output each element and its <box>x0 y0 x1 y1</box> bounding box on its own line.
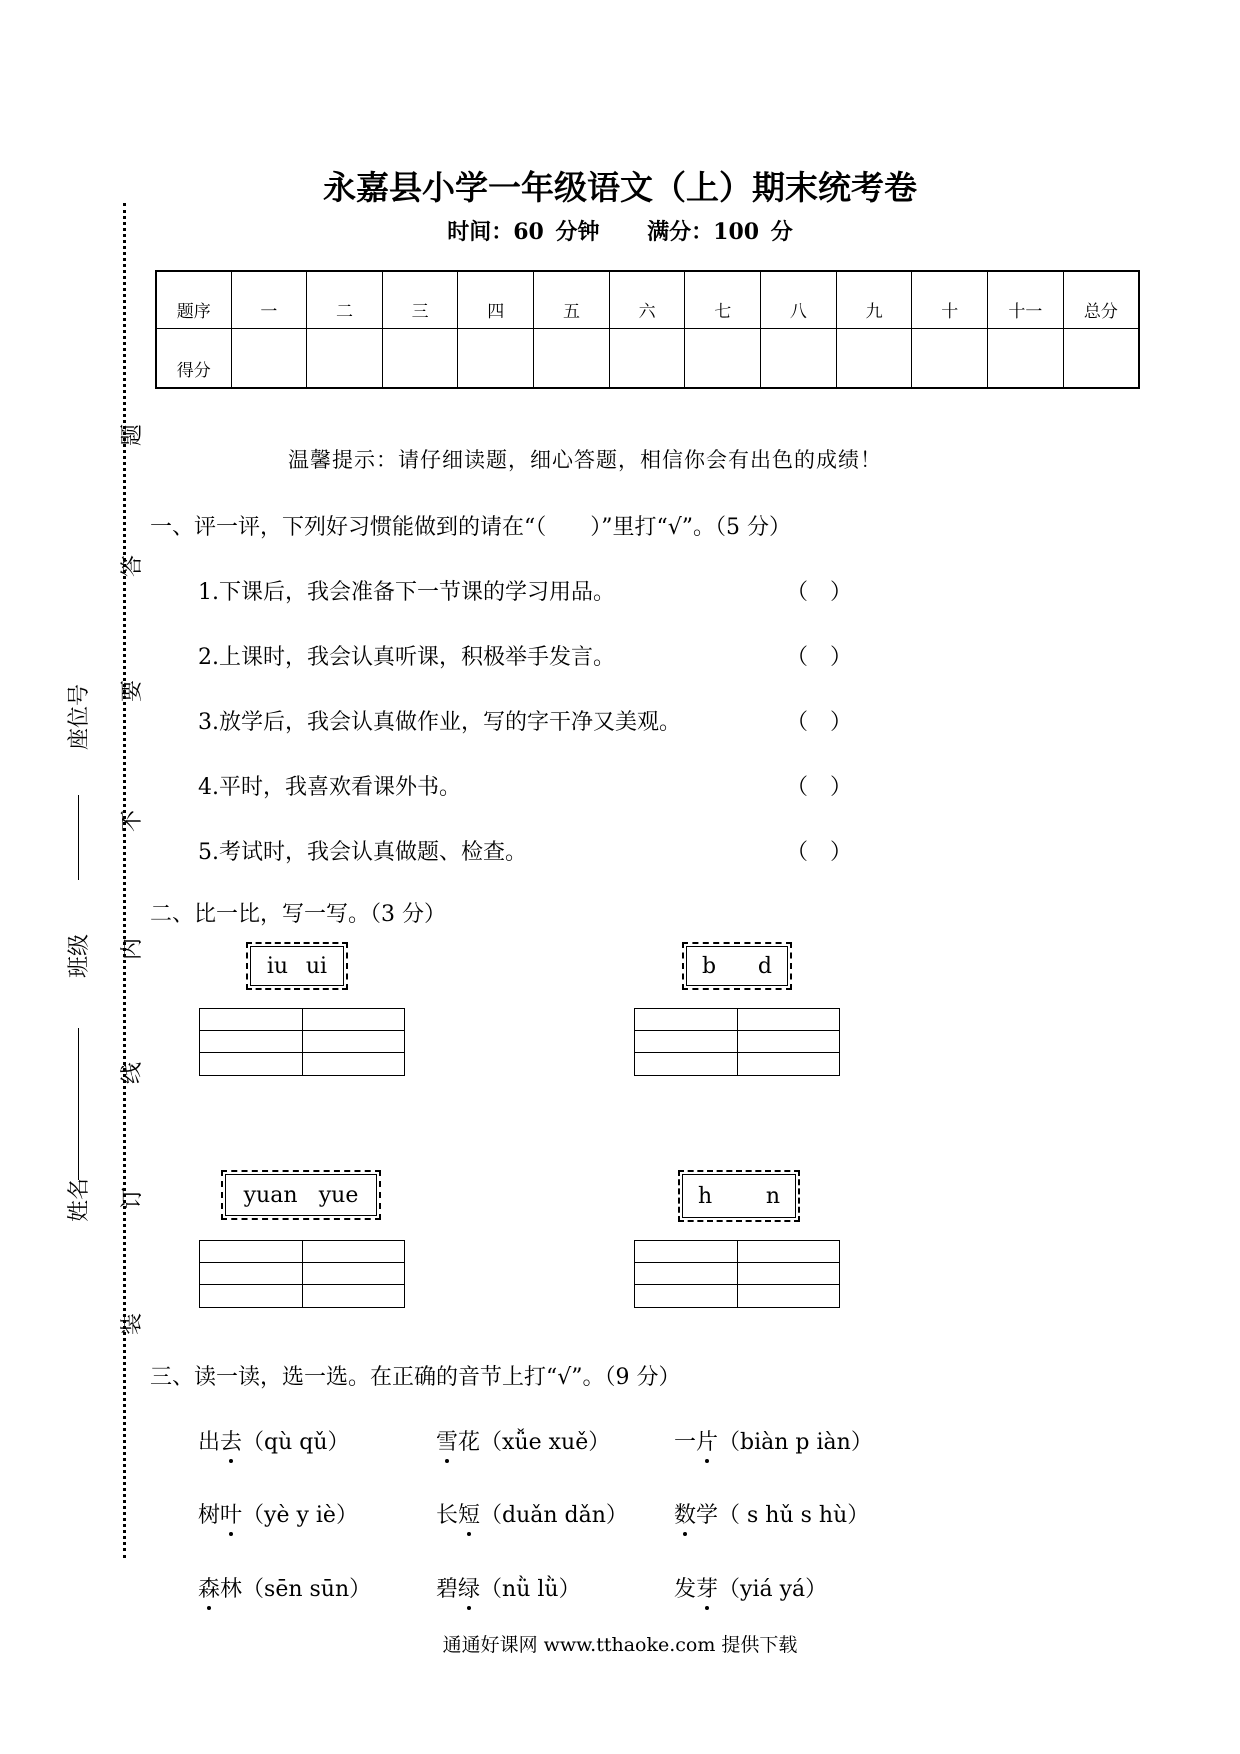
pinyin-choice[interactable] <box>674 1425 873 1456</box>
score-input-cell[interactable] <box>685 329 761 389</box>
score-input-cell[interactable] <box>231 329 307 389</box>
score-table-header-row <box>156 271 1139 329</box>
pinyin-choice[interactable] <box>674 1498 869 1529</box>
margin-char: 装 <box>120 1312 146 1336</box>
score-table-cell: 总分 <box>1063 271 1139 329</box>
full-score: 满分：100 分 <box>647 219 793 245</box>
score-table-cell: 题序 <box>156 271 231 329</box>
score-table-score-row <box>156 329 1139 389</box>
score-table-cell: 十一 <box>988 271 1064 329</box>
margin-char: 题 <box>120 423 146 447</box>
pinyin-b: ui <box>305 953 328 979</box>
char: 林 <box>220 1577 243 1602</box>
dotted-char: 短 <box>458 1503 481 1528</box>
pinyin-options: （xǚe xuě） <box>480 1430 611 1455</box>
pinyin-choice[interactable] <box>674 1572 827 1603</box>
char: 长 <box>436 1503 459 1528</box>
score-input-cell[interactable] <box>912 329 988 389</box>
pinyin-choice[interactable] <box>436 1498 628 1529</box>
score-input-cell[interactable] <box>988 329 1064 389</box>
score-input-cell[interactable] <box>1063 329 1139 389</box>
pinyin-options: （nǜ lǜ） <box>480 1577 581 1602</box>
score-table-cell: 六 <box>609 271 685 329</box>
pinyin-b: yue <box>318 1182 359 1208</box>
seat-number-blank[interactable] <box>78 795 79 880</box>
score-input-cell[interactable] <box>382 329 458 389</box>
score-table-cell: 二 <box>307 271 383 329</box>
score-input-cell[interactable] <box>761 329 837 389</box>
score-table-cell: 七 <box>685 271 761 329</box>
pinyin-choice[interactable] <box>436 1425 610 1456</box>
habit-item: 1.下课后，我会准备下一节课的学习用品。 <box>198 580 615 605</box>
exam-title: 永嘉县小学一年级语文（上）期末统考卷 <box>323 168 917 207</box>
reminder-tip: 温馨提示：请仔细读题，细心答题，相信你会有出色的成绩！ <box>288 448 882 472</box>
score-table-cell: 十 <box>912 271 988 329</box>
score-table-cell: 八 <box>761 271 837 329</box>
margin-char: 不 <box>120 809 146 833</box>
pinyin-options: （yiá yá） <box>718 1577 828 1602</box>
pinyin-choice[interactable] <box>436 1572 581 1603</box>
seat-number-label: 座位号 <box>67 683 92 750</box>
section-3-title: 三、读一读，选一选。在正确的音节上打“√”。（9 分） <box>150 1365 681 1390</box>
class-label: 班级 <box>67 933 92 978</box>
dotted-char: 森 <box>198 1577 221 1602</box>
pinyin-options: （biàn p iàn） <box>718 1430 873 1455</box>
pinyin-choice[interactable] <box>198 1498 358 1529</box>
pinyin-compare-box <box>678 1170 800 1222</box>
dotted-char: 片 <box>696 1430 719 1455</box>
pinyin-choice[interactable] <box>198 1572 371 1603</box>
habit-item: 3.放学后，我会认真做作业，写的字干净又美观。 <box>198 710 681 735</box>
writing-grid[interactable] <box>199 1240 405 1308</box>
writing-grid[interactable] <box>634 1008 840 1076</box>
margin-char: 要 <box>120 679 146 703</box>
pinyin-a: b <box>702 953 717 979</box>
margin-char: 内 <box>120 937 146 961</box>
footer-credit: 通通好课网 www.tthaoke.com 提供下载 <box>442 1634 798 1656</box>
pinyin-choice[interactable] <box>198 1425 350 1456</box>
pinyin-a: h <box>698 1183 713 1209</box>
score-table-cell: 九 <box>836 271 912 329</box>
pinyin-compare-box <box>221 1170 381 1220</box>
pinyin-options: （qù qǔ） <box>242 1430 350 1455</box>
score-table-cell: 三 <box>382 271 458 329</box>
pinyin-b: n <box>765 1183 780 1209</box>
section-2-title: 二、比一比，写一写。（3 分） <box>150 902 446 927</box>
score-table <box>155 270 1140 389</box>
char: 出 <box>198 1430 221 1455</box>
pinyin-options: （yè y iè） <box>242 1503 358 1528</box>
exam-subtitle <box>0 215 1240 246</box>
pinyin-a: iu <box>266 953 289 979</box>
dotted-char: 绿 <box>458 1577 481 1602</box>
score-input-cell[interactable] <box>609 329 685 389</box>
dotted-char: 叶 <box>220 1503 243 1528</box>
writing-grid[interactable] <box>199 1008 405 1076</box>
writing-grid[interactable] <box>634 1240 840 1308</box>
habit-item: 4.平时，我喜欢看课外书。 <box>198 775 461 800</box>
binding-dotted-line <box>123 203 126 1558</box>
char: 碧 <box>436 1577 459 1602</box>
score-input-cell[interactable] <box>836 329 912 389</box>
score-table-cell: 一 <box>231 271 307 329</box>
dotted-char: 数 <box>674 1503 697 1528</box>
dotted-char: 去 <box>220 1430 243 1455</box>
pinyin-b: d <box>757 953 772 979</box>
margin-char: 线 <box>120 1061 146 1085</box>
score-table-cell: 四 <box>458 271 534 329</box>
char: 一 <box>674 1430 697 1455</box>
score-table-cell: 得分 <box>156 329 231 389</box>
time-limit: 时间：60 分钟 <box>447 219 600 245</box>
class-blank[interactable] <box>78 1028 79 1180</box>
name-label: 姓名 <box>67 1177 92 1222</box>
pinyin-compare-box <box>246 942 348 990</box>
char: 树 <box>198 1503 221 1528</box>
char: 发 <box>674 1577 697 1602</box>
dotted-char: 雪 <box>436 1430 459 1455</box>
score-input-cell[interactable] <box>307 329 383 389</box>
score-input-cell[interactable] <box>534 329 610 389</box>
score-input-cell[interactable] <box>458 329 534 389</box>
answer-parentheses[interactable]: （ ） <box>786 840 853 865</box>
margin-char: 答 <box>120 554 146 578</box>
answer-parentheses[interactable]: （ ） <box>786 710 853 735</box>
char: 花 <box>458 1430 481 1455</box>
answer-parentheses[interactable]: （ ） <box>786 775 853 800</box>
char: 学 <box>696 1503 719 1528</box>
habit-item: 5.考试时，我会认真做题、检查。 <box>198 840 527 865</box>
pinyin-options: （sēn sūn） <box>242 1577 372 1602</box>
pinyin-compare-box <box>682 942 792 990</box>
section-1-title: 一、评一评，下列好习惯能做到的请在“（ ）”里打“√”。（5 分） <box>150 515 791 540</box>
pinyin-options: （duǎn dǎn） <box>480 1503 628 1528</box>
answer-parentheses[interactable]: （ ） <box>786 645 853 670</box>
habit-item: 2.上课时，我会认真听课，积极举手发言。 <box>198 645 615 670</box>
score-table-cell: 五 <box>534 271 610 329</box>
dotted-char: 芽 <box>696 1577 719 1602</box>
pinyin-a: yuan <box>243 1182 298 1208</box>
answer-parentheses[interactable]: （ ） <box>786 580 853 605</box>
pinyin-options: （ s hǔ s hù） <box>718 1503 870 1528</box>
margin-char: 订 <box>120 1186 146 1210</box>
